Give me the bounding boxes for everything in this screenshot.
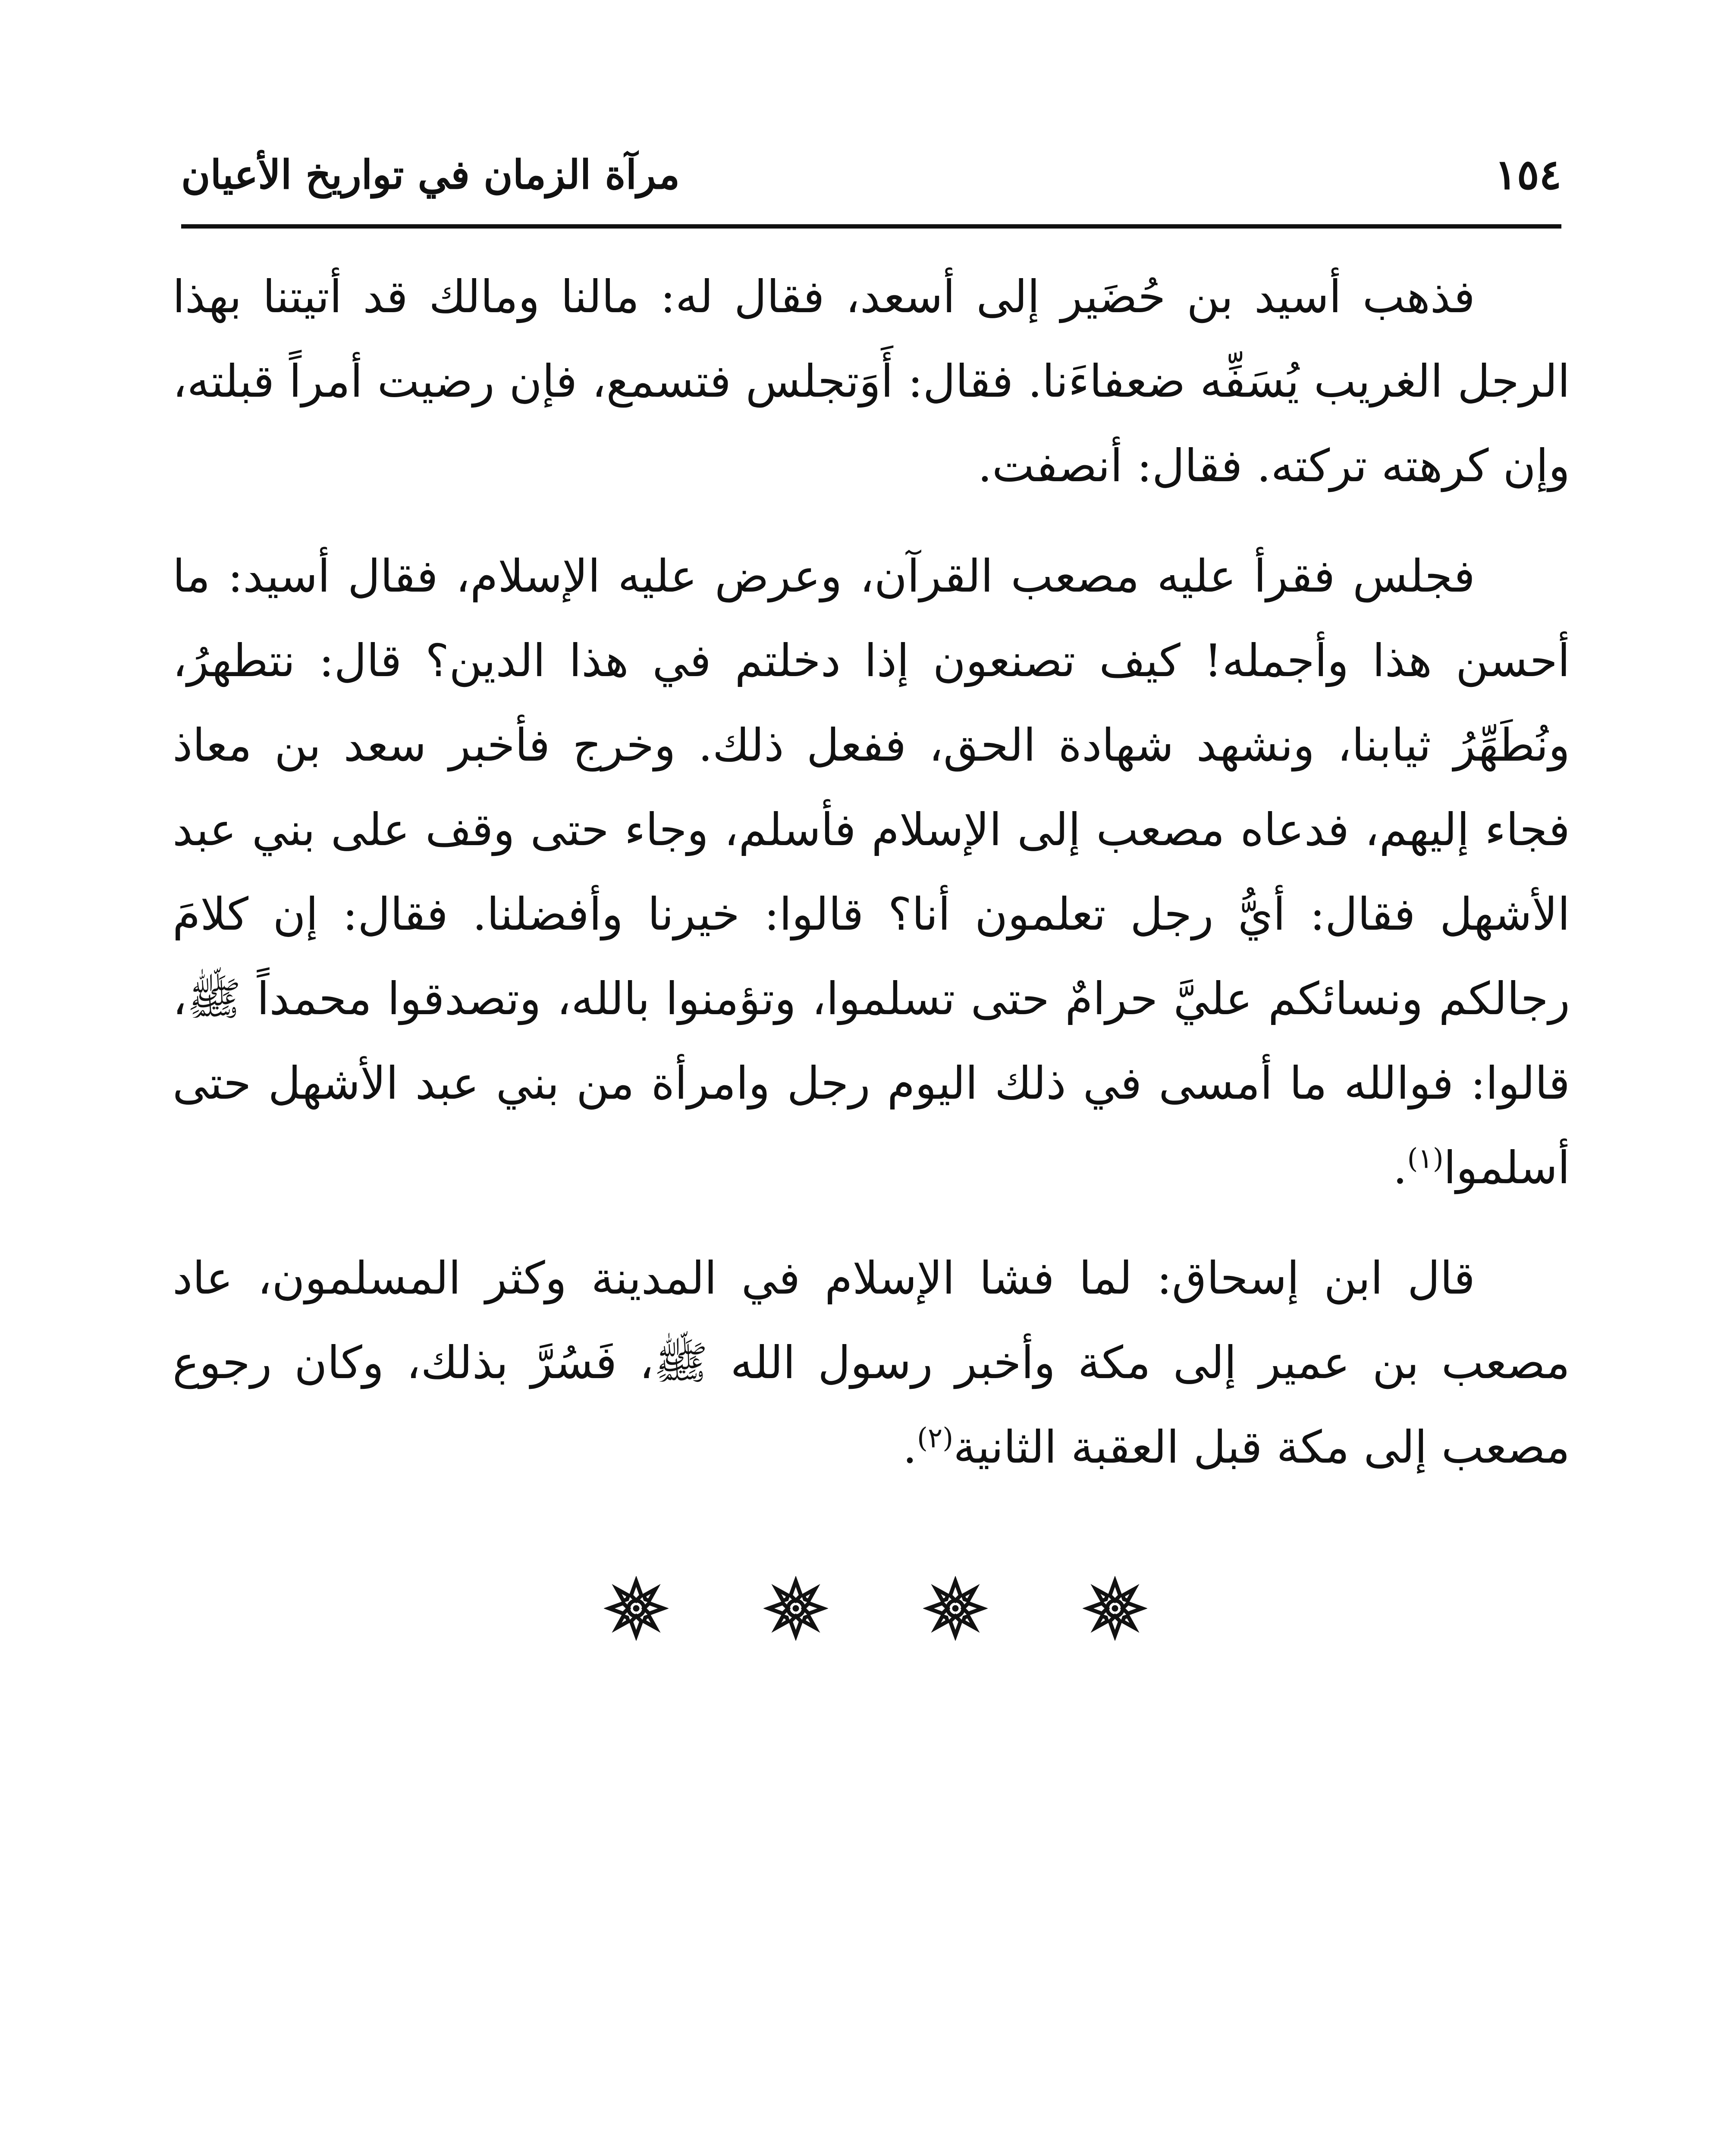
paragraph-3 (173, 1236, 1570, 1489)
flower-ornament-icon (604, 1576, 669, 1641)
flower-ornament-icon (763, 1576, 828, 1641)
paragraph-2-end: . (1393, 1141, 1407, 1194)
body-text (173, 254, 1570, 1515)
running-title: مرآة الزمان في تواريخ الأعيان (181, 151, 680, 198)
paragraph-3-text: قال ابن إسحاق: لما فشا الإسلام في المدينة وكثر المسلمون، عاد مصعب بن عمير إلى مكة وأخبر رسول الله ﷺ، فَسُرَّ بذلك، وكان رجوع مصعب إلى مكة قبل العقبة الثانية (173, 1252, 1570, 1473)
flower-ornament-icon (923, 1576, 988, 1641)
paragraph-1: فذهب أسيد بن حُضَير إلى أسعد، فقال له: مالنا ومالك قد أتيتنا بهذا الرجل الغريب يُسَفِّه ضعفاءَنا. فقال: أَوَتجلس فتسمع، فإن رضيت أمراً قبلته، وإن كرهته تركته. فقال: أنصفت. (173, 270, 1570, 492)
header-rule (181, 224, 1561, 229)
paragraph-2 (173, 534, 1570, 1210)
section-ornaments (604, 1570, 1147, 1647)
paragraph-2-text: فجلس فقرأ عليه مصعب القرآن، وعرض عليه الإسلام، فقال أسيد: ما أحسن هذا وأجمله! كيف تصنعون إذا دخلتم في هذا الدين؟ قال: نتطهرُ، ونُطَهِّرُ ثيابنا، ونشهد شهادة الحق، ففعل ذلك. وخرج فأخبر سعد بن معاذ فجاء إليهم، فدعاه مصعب إلى الإسلام فأسلم، وجاء حتى وقف على بني عبد الأشهل فقال: أيُّ رجل تعلمون أنا؟ قالوا: خيرنا وأفضلنا. فقال: إن كلامَ رجالكم ونسائكم عليَّ حرامٌ حتى تسلموا، وتؤمنوا بالله، وتصدقوا محمداً ﷺ، قالوا: فوالله ما أمسى في ذلك اليوم رجل وامرأة من بني عبد الأشهل حتى أسلموا (173, 550, 1570, 1194)
footnote-ref-1: (١) (1407, 1143, 1444, 1175)
footnote-ref-2: (٢) (917, 1422, 954, 1454)
paragraph-3-end: . (902, 1421, 917, 1473)
flower-ornament-icon (1083, 1576, 1147, 1641)
page-header (181, 142, 1561, 224)
page-number: ١٥٤ (1495, 150, 1561, 199)
